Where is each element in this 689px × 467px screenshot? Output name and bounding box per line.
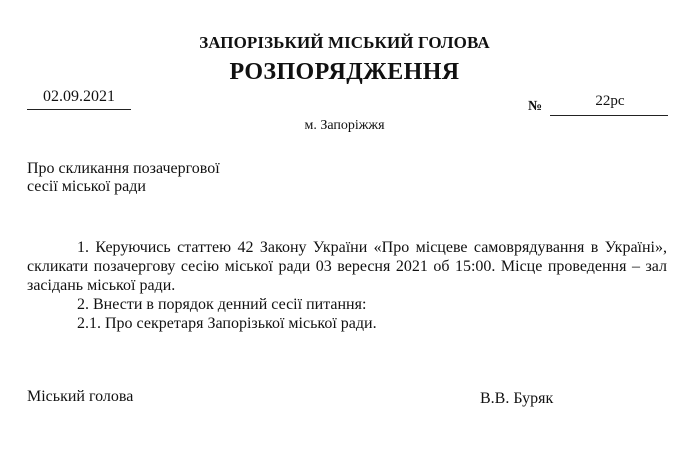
issuing-authority: ЗАПОРІЗЬКИЙ МІСЬКИЙ ГОЛОВА [199, 33, 490, 52]
paragraph-2: 2. Внести в порядок денний сесії питання: [77, 296, 367, 313]
signature-title: Міський голова [27, 388, 134, 405]
date-underline [27, 109, 131, 110]
signatory-name: В.В. Буряк [480, 390, 554, 407]
paragraph-1: 1. Керуючись статтею 42 Закону України «Про місцеве самоврядування в Україні», скликати позачергову сесію міської ради 03 вересня 2021 об 15:00. Місце проведення – зал засідань міської ради. [27, 239, 667, 294]
city-name: м. Запоріжжя [304, 118, 385, 133]
document-number: 22рс [595, 93, 625, 109]
subject-line-2: сесії міської ради [27, 178, 146, 195]
number-sign: № [528, 99, 543, 114]
document-body [27, 238, 667, 333]
document-date: 02.09.2021 [43, 88, 115, 105]
paragraph-2-1: 2.1. Про секретаря Запорізької міської ради. [77, 315, 377, 332]
date-block [27, 87, 131, 110]
document-type-title: РОЗПОРЯДЖЕННЯ [229, 59, 460, 85]
number-block [528, 92, 668, 118]
subject-line-1: Про скликання позачергової [27, 160, 220, 177]
subject-heading [27, 160, 327, 196]
number-underline [550, 115, 668, 116]
